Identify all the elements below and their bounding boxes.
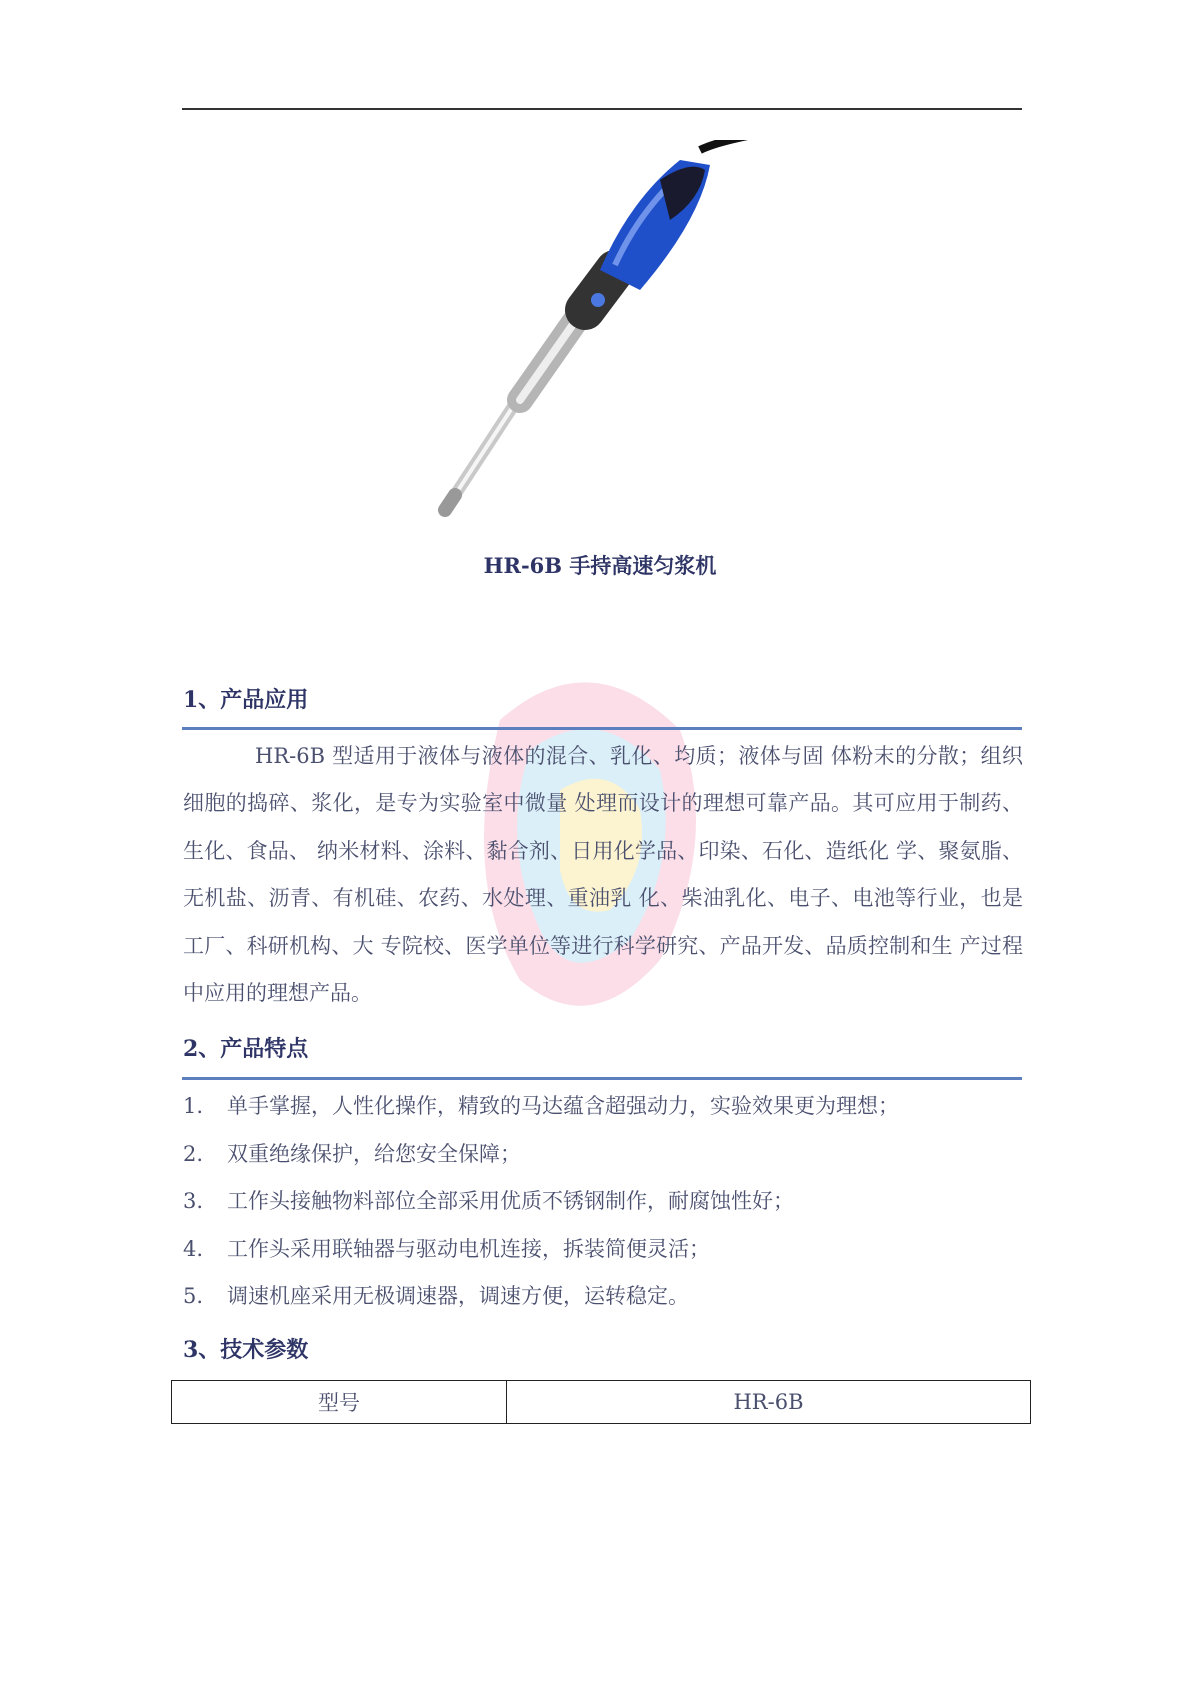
spec-key: 型号 [172,1381,507,1424]
section-heading-specs: 3、技术参数 [183,1337,309,1363]
list-item-number: 3. [183,1189,204,1213]
features-list [183,1083,1023,1321]
list-item-number: 5. [183,1284,204,1308]
spec-value: HR-6B [507,1381,1031,1424]
list-item-text: 单手掌握，人性化操作，精致的马达蕴含超强动力，实验效果更为理想； [227,1094,899,1118]
section-heading-features: 2、产品特点 [183,1036,309,1062]
table-row [172,1381,1031,1424]
section-heading-application: 1、产品应用 [183,687,309,713]
list-item [183,1131,1023,1179]
product-image [400,140,800,520]
list-item [183,1083,1023,1131]
list-item-number: 1. [183,1094,204,1118]
list-item-number: 2. [183,1141,204,1166]
list-item [183,1273,1023,1321]
section-rule-features [182,1077,1022,1080]
spec-table [171,1380,1031,1424]
list-item-text: 工作头采用联轴器与驱动电机连接，拆装简便灵活； [227,1236,710,1261]
section-rule-application [182,727,1022,730]
product-caption: HR-6B 手持高速匀浆机 [483,553,717,578]
list-item [183,1178,1023,1226]
application-paragraph: HR-6B 型适用于液体与液体的混合、乳化、均质；液体与固 体粉末的分散；组织细胞的捣碎、浆化，是专为实验室中微量 处理而设计的理想可靠产品。其可应用于制药、生化、食品、 纳米材料、涂料、黏合剂、日用化学品、印染、石化、造纸化 学、聚氨脂、无机盐、沥青、有机硅、农药、水处理、重油乳 化、柴油乳化、电子、电池等行业，也是工厂、科研机构、大 专院校、医学单位等进行科学研究、产品开发、品质控制和生 产过程中应用的理想产品。 [183,744,1023,1006]
list-item-text: 双重绝缘保护，给您安全保障； [227,1141,521,1166]
list-item-number: 4. [183,1236,204,1261]
list-item-text: 调速机座采用无极调速器，调速方便，运转稳定。 [227,1284,689,1308]
list-item-text: 工作头接触物料部位全部采用优质不锈钢制作，耐腐蚀性好； [227,1189,794,1213]
header-rule [182,108,1022,110]
list-item [183,1226,1023,1274]
